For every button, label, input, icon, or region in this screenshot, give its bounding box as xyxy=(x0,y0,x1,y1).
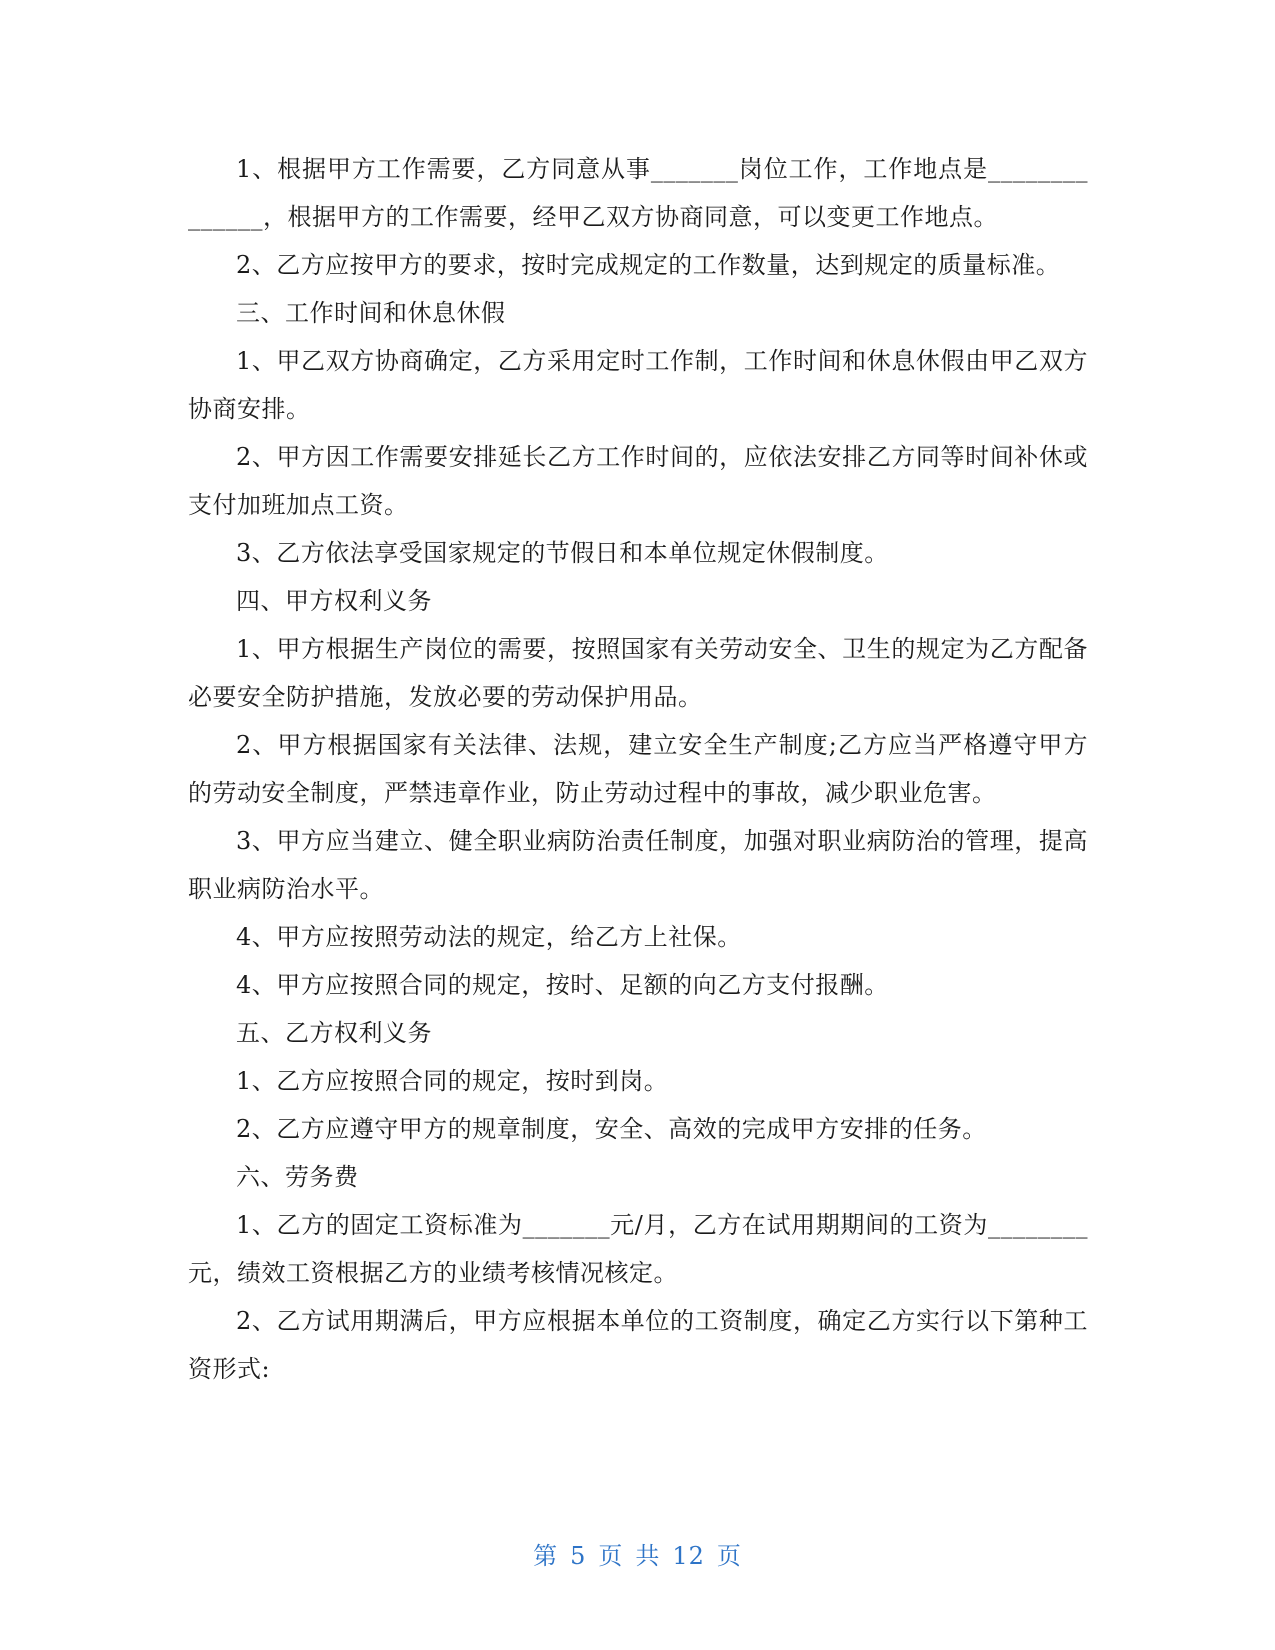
paragraph-10: 3、甲方应当建立、健全职业病防治责任制度，加强对职业病防治的管理，提高职业病防治水平。 xyxy=(188,827,1088,903)
paragraph-17: 1、乙方的固定工资标准为_______元/月，乙方在试用期期间的工资为________元，绩效工资根据乙方的业绩考核情况核定。 xyxy=(188,1211,1088,1287)
page-label-suffix: 页 xyxy=(716,1542,742,1570)
paragraph-8: 1、甲方根据生产岗位的需要，按照国家有关劳动安全、卫生的规定为乙方配备必要安全防护措施，发放必要的劳动保护用品。 xyxy=(188,635,1088,711)
paragraph-9: 2、甲方根据国家有关法律、法规，建立安全生产制度;乙方应当严格遵守甲方的劳动安全制度，严禁违章作业，防止劳动过程中的事故，减少职业危害。 xyxy=(188,731,1088,807)
page-label-prefix: 第 xyxy=(533,1542,559,1570)
section-heading-6: 六、劳务费 xyxy=(236,1163,359,1191)
page-footer xyxy=(0,1541,1275,1571)
paragraph-6: 3、乙方依法享受国家规定的节假日和本单位规定休假制度。 xyxy=(236,539,889,567)
paragraph-5: 2、甲方因工作需要安排延长乙方工作时间的，应依法安排乙方同等时间补休或支付加班加点工资。 xyxy=(188,443,1088,519)
section-heading-3: 三、工作时间和休息休假 xyxy=(236,299,506,327)
paragraph-12: 4、甲方应按照合同的规定，按时、足额的向乙方支付报酬。 xyxy=(236,971,889,999)
document-body xyxy=(188,145,1088,1393)
paragraph-4: 1、甲乙双方协商确定，乙方采用定时工作制，工作时间和休息休假由甲乙双方协商安排。 xyxy=(188,347,1088,423)
paragraph-18: 2、乙方试用期满后，甲方应根据本单位的工资制度，确定乙方实行以下第种工资形式: xyxy=(188,1307,1088,1383)
paragraph-15: 2、乙方应遵守甲方的规章制度，安全、高效的完成甲方安排的任务。 xyxy=(236,1115,987,1143)
total-pages-number: 12 xyxy=(672,1542,705,1570)
current-page-number: 5 xyxy=(570,1542,587,1570)
paragraph-2: 2、乙方应按甲方的要求，按时完成规定的工作数量，达到规定的质量标准。 xyxy=(236,251,1061,279)
page-label-mid1: 页 xyxy=(598,1542,624,1570)
section-heading-5: 五、乙方权利义务 xyxy=(236,1019,432,1047)
paragraph-1: 1、根据甲方工作需要，乙方同意从事_______岗位工作，工作地点是______________，根据甲方的工作需要，经甲乙双方协商同意，可以变更工作地点。 xyxy=(188,155,1088,231)
paragraph-11: 4、甲方应按照劳动法的规定，给乙方上社保。 xyxy=(236,923,742,951)
section-heading-4: 四、甲方权利义务 xyxy=(236,587,432,615)
paragraph-14: 1、乙方应按照合同的规定，按时到岗。 xyxy=(236,1067,669,1095)
page-label-mid2: 共 xyxy=(635,1542,661,1570)
